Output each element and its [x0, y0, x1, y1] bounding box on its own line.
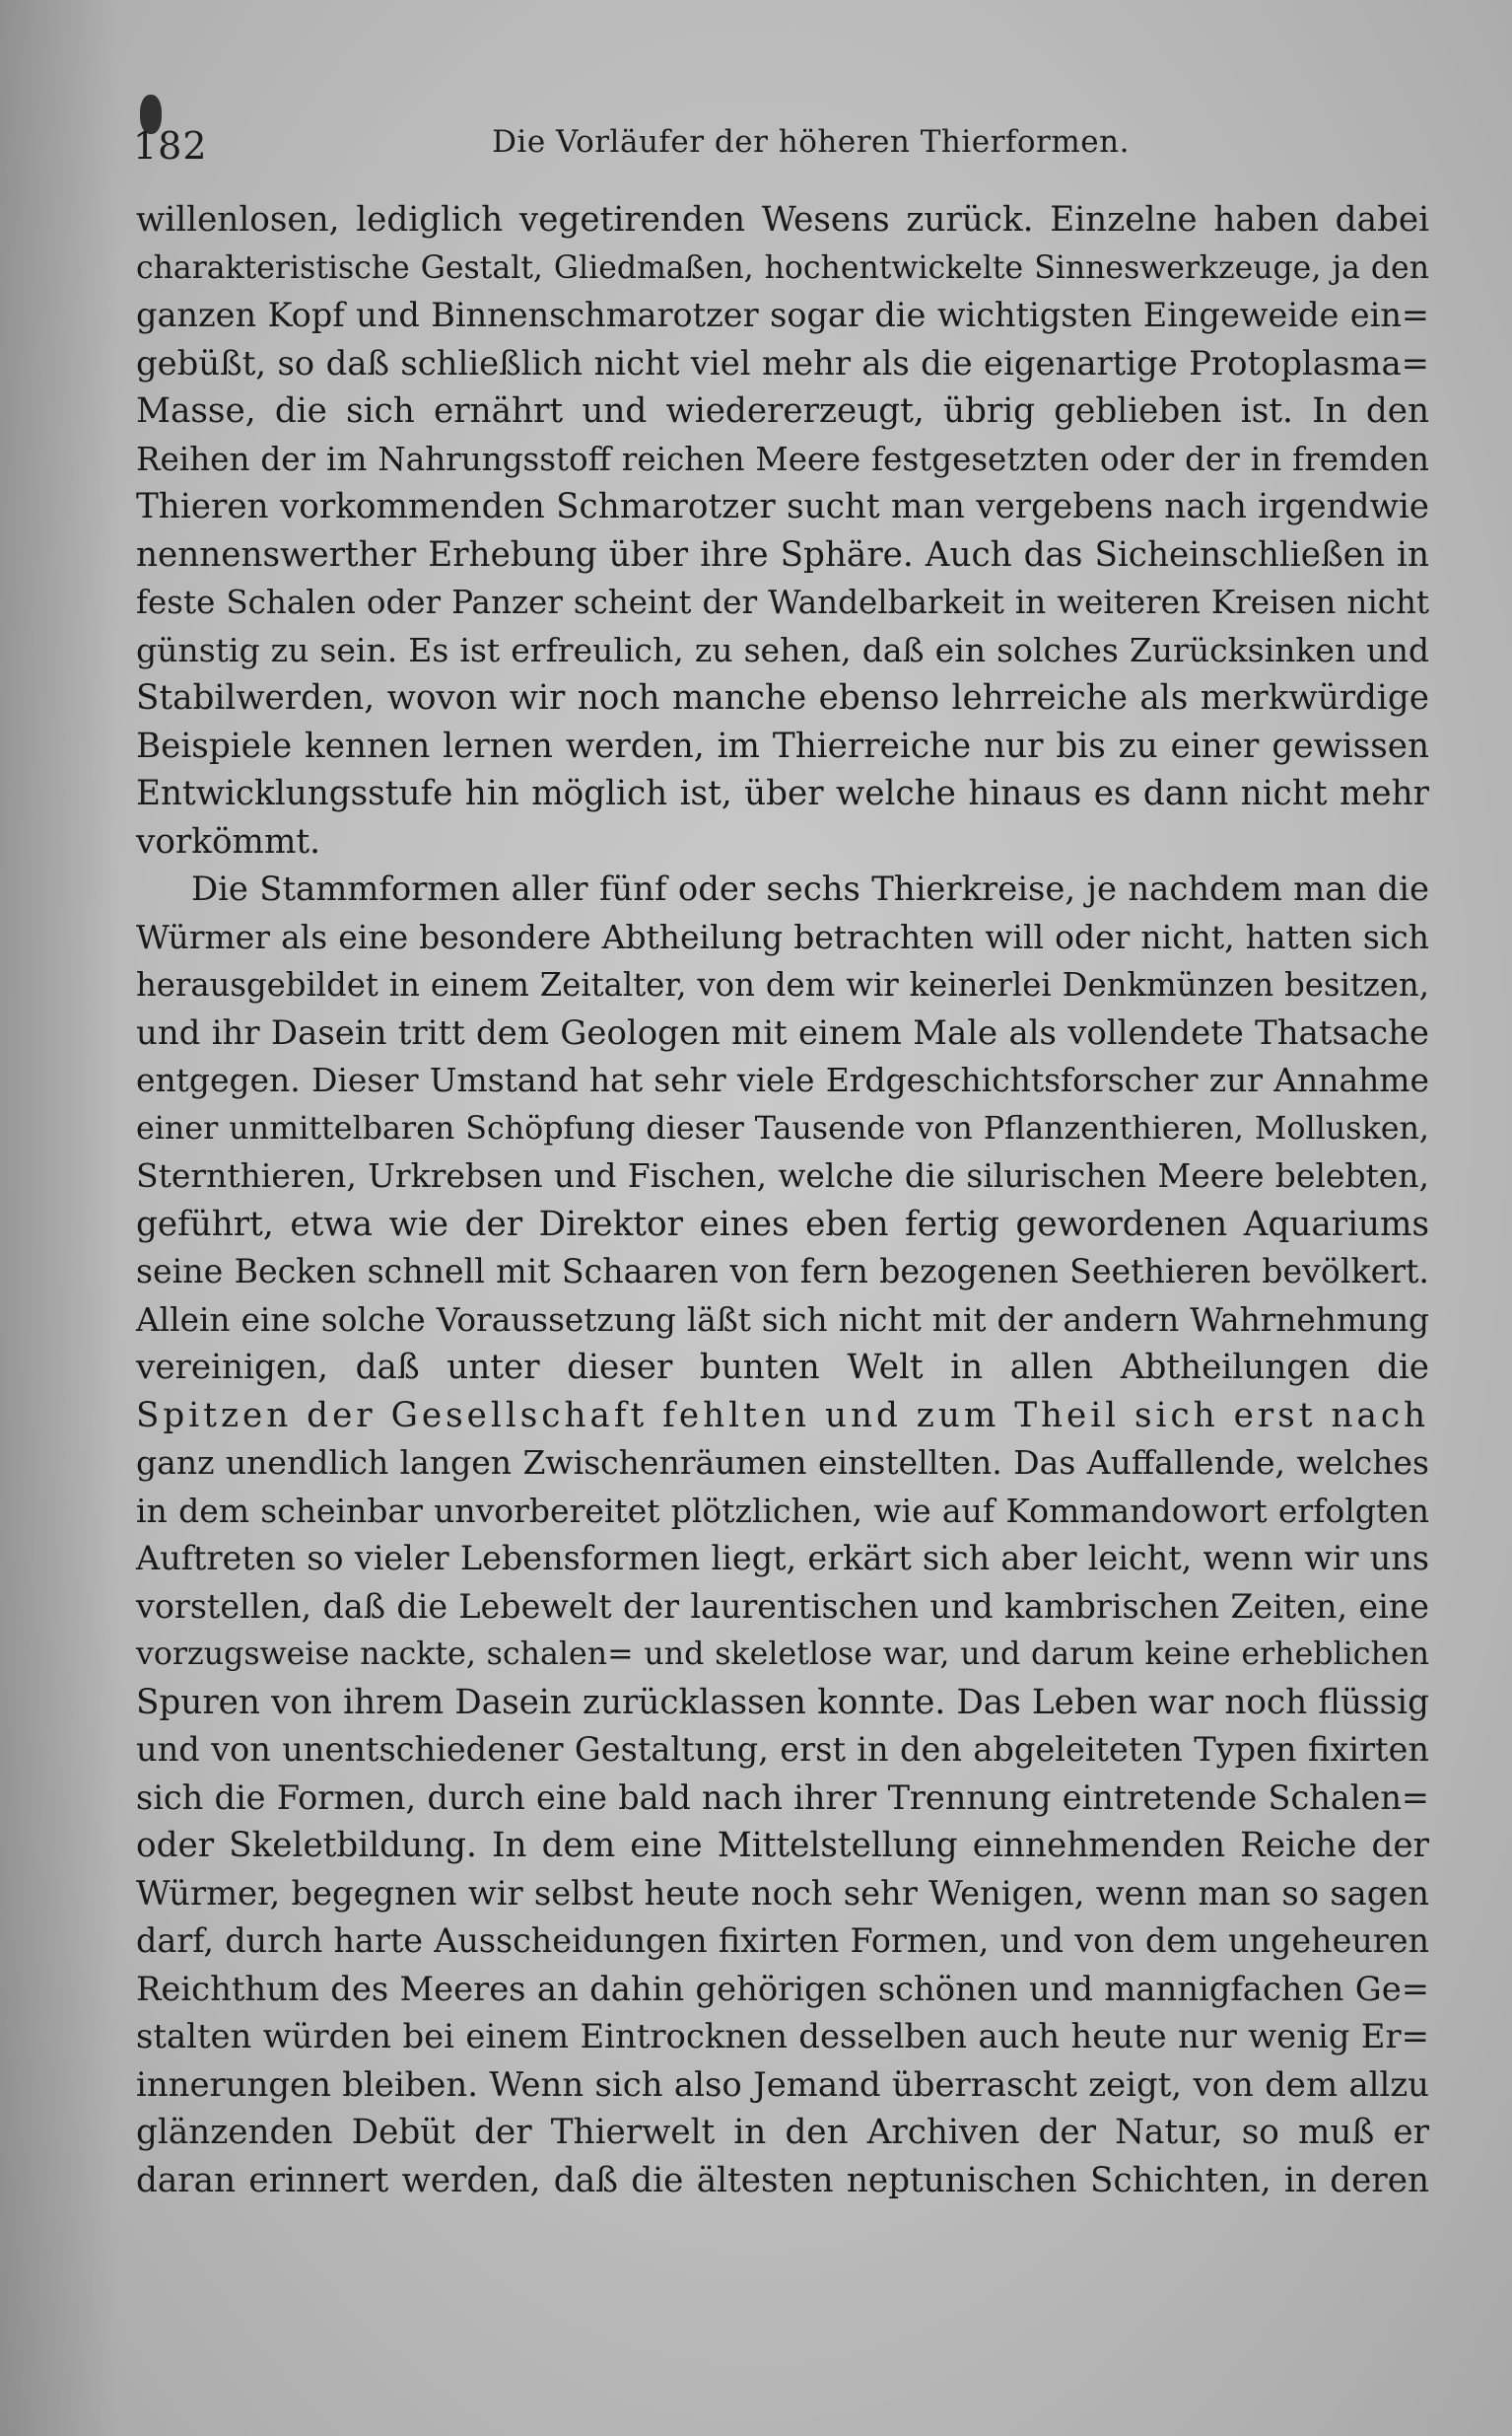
text-line: Auftreten so vieler Lebensformen liegt, erkärt sich aber leicht, wenn wir uns — [136, 1539, 1429, 1577]
page-header — [133, 116, 1429, 175]
text-line: günstig zu sein. Es ist erfreulich, zu sehen, daß ein solches Zurücksinken und — [136, 630, 1429, 669]
text-line: Würmer, begegnen wir selbst heute noch sehr Wenigen, wenn man so sagen — [136, 1873, 1429, 1913]
text-line: Thieren vorkommenden Schmarotzer sucht man vergebens nach irgendwie — [136, 487, 1429, 526]
text-line: willenlosen, lediglich vegetirenden Wesens zurück. Einzelne haben dabei — [136, 200, 1429, 240]
text-line: einer unmittelbaren Schöpfung dieser Tausende von Pflanzenthieren, Mollusken, — [136, 1110, 1429, 1147]
text-line: Spuren von ihrem Dasein zurücklassen konnte. Das Leben war noch flüssig — [136, 1682, 1429, 1722]
text-line: glänzenden Debüt der Thierwelt in den Archiven der Natur, so muß er — [136, 2113, 1429, 2152]
text-line: vorkömmt. — [136, 821, 320, 862]
text-line: innerungen bleiben. Wenn sich also Jemand überrascht zeigt, von dem allzu — [136, 2064, 1429, 2104]
text-line: Reichthum des Meeres an dahin gehörigen schönen und mannigfachen Ge= — [136, 1969, 1429, 2008]
text-line: daran erinnert werden, daß die ältesten neptunischen Schichten, in deren — [136, 2160, 1429, 2200]
text-line: und von unentschiedener Gestaltung, erst in den abgeleiteten Typen fixirten — [136, 1730, 1429, 1769]
text-line: Sternthieren, Urkrebsen und Fischen, welche die silurischen Meere belebten, — [136, 1156, 1429, 1195]
text-line: in dem scheinbar unvorbereitet plötzlichen, wie auf Kommandowort erfolgten — [136, 1491, 1429, 1530]
page-number: 182 — [133, 124, 208, 168]
body-text — [136, 196, 1429, 2204]
text-line: oder Skeletbildung. In dem eine Mittelstellung einnehmenden Reiche der — [136, 1826, 1429, 1865]
text-line: sich die Formen, durch eine bald nach ihrer Trennung eintretende Schalen= — [136, 1777, 1429, 1817]
text-line: seine Becken schnell mit Schaaren von fern bezogenen Seethieren bevölkert. — [136, 1252, 1429, 1290]
text-line: herausgebildet in einem Zeitalter, von dem wir keinerlei Denkmünzen besitzen, — [136, 966, 1429, 1004]
text-line: stalten würden bei einem Eintrocknen desselben auch heute nur wenig Er= — [136, 2017, 1429, 2055]
text-line: vorzugsweise nackte, schalen= und skeletlose war, und darum keine erheblichen — [136, 1636, 1429, 1672]
text-line: feste Schalen oder Panzer scheint der Wandelbarkeit in weiteren Kreisen nicht — [136, 584, 1429, 621]
text-line: Die Stammformen aller fünf oder sechs Thierkreise, je nachdem man die — [191, 870, 1429, 908]
text-line: Würmer als eine besondere Abtheilung betrachten will oder nicht, hatten sich — [136, 917, 1429, 956]
text-line: Allein eine solche Voraussetzung läßt sich nicht mit der andern Wahrnehmung — [136, 1300, 1429, 1339]
text-line: ganzen Kopf und Binnenschmarotzer sogar die wichtigsten Eingeweide ein= — [136, 296, 1429, 334]
running-head: Die Vorläufer der höheren Thierformen. — [492, 124, 1130, 160]
text-line: charakteristische Gestalt, Gliedmaßen, hochentwickelte Sinneswerkzeuge, ja den — [136, 249, 1429, 286]
text-line: Masse, die sich ernährt und wiedererzeugt, übrig geblieben ist. In den — [136, 391, 1429, 431]
text-line: vereinigen, daß unter dieser bunten Welt in allen Abtheilungen die — [136, 1348, 1429, 1387]
text-line: Beispiele kennen lernen werden, im Thierreiche nur bis zu einer gewissen — [136, 726, 1429, 766]
paragraph-1 — [136, 196, 1429, 866]
text-line: ganz unendlich langen Zwischenräumen einstellten. Das Auffallende, welches — [136, 1443, 1429, 1482]
text-line: geführt, etwa wie der Direktor eines eben fertig gewordenen Aquariums — [136, 1204, 1429, 1244]
text-line: darf, durch harte Ausscheidungen fixirten Formen, und von dem ungeheuren — [136, 1921, 1429, 1960]
text-line: nennenswerther Erhebung über ihre Sphäre. Auch das Sicheinschließen in — [136, 534, 1429, 575]
gutter-shadow — [0, 0, 118, 2436]
text-line: Entwicklungsstufe hin möglich ist, über welche hinaus es dann nicht mehr — [136, 774, 1429, 813]
text-line: gebüßt, so daß schließlich nicht viel mehr als die eigenartige Protoplasma= — [136, 343, 1429, 383]
text-line: und ihr Dasein tritt dem Geologen mit einem Male als vollendete Thatsache — [136, 1012, 1429, 1052]
text-line: Reihen der im Nahrungsstoff reichen Meere festgesetzten oder der in fremden — [136, 440, 1429, 478]
text-line: entgegen. Dieser Umstand hat sehr viele Erdgeschichtsforscher zur Annahme — [136, 1061, 1429, 1099]
text-line: Spitzen der Gesellschaft fehlten und zum Theil sich erst nach — [136, 1395, 1429, 1435]
text-line: vorstellen, daß die Lebewelt der laurentischen und kambrischen Zeiten, eine — [136, 1586, 1429, 1626]
paragraph-2 — [136, 866, 1429, 2204]
text-line: Stabilwerden, wovon wir noch manche ebenso lehrreiche als merkwürdige — [136, 678, 1429, 718]
